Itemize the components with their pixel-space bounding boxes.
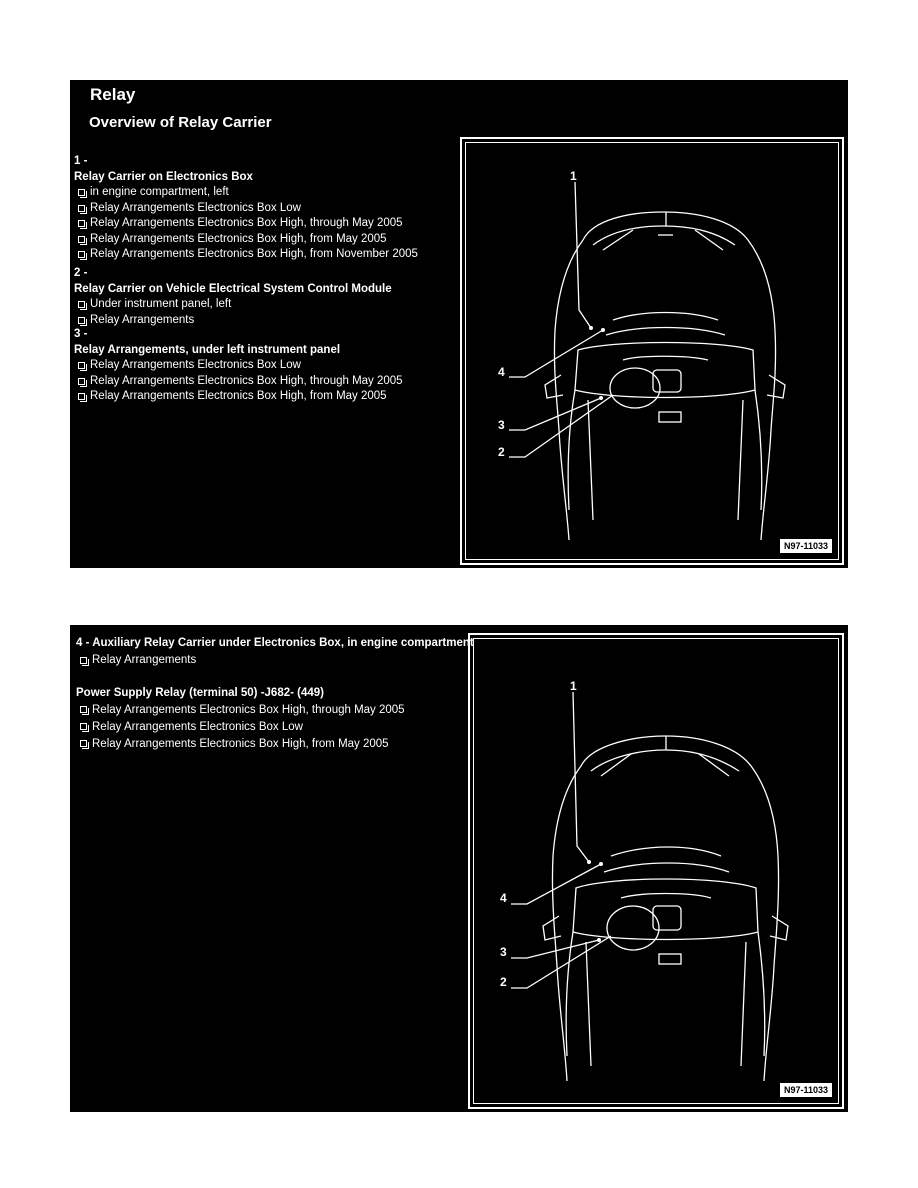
checkbox-icon: [80, 657, 87, 664]
callout-4: 4: [498, 365, 505, 379]
figure-id-label: N97-11033: [780, 1083, 832, 1097]
relay-location-figure: [460, 137, 844, 565]
checkbox-icon: [78, 362, 85, 369]
list-item[interactable]: Relay Arrangements: [76, 653, 474, 669]
list-item[interactable]: Relay Arrangements Electronics Box Low: [74, 201, 418, 217]
list-item[interactable]: Relay Arrangements Electronics Box Low: [74, 358, 403, 374]
callout-2: 2: [498, 445, 505, 459]
item-group-1: [74, 154, 418, 263]
list-item[interactable]: Relay Arrangements Electronics Box High, through May 2005: [74, 216, 418, 232]
item-group-2: [74, 266, 392, 328]
list-item[interactable]: Relay Arrangements: [74, 313, 392, 329]
car-top-view-drawing: [471, 636, 841, 1106]
section-title: Overview of Relay Carrier: [89, 114, 272, 131]
checkbox-icon: [78, 236, 85, 243]
list-item[interactable]: Relay Arrangements Electronics Box High, through May 2005: [76, 702, 405, 719]
auxiliary-relay-panel: [70, 625, 848, 1112]
callout-4: 4: [500, 891, 507, 905]
figure-id-label: N97-11033: [780, 539, 832, 553]
list-item[interactable]: Relay Arrangements Electronics Box Low: [76, 719, 405, 736]
list-item[interactable]: Under instrument panel, left: [74, 297, 392, 313]
list-item[interactable]: in engine compartment, left: [74, 185, 418, 201]
callout-1: 1: [570, 169, 577, 183]
item-group-4: [76, 635, 474, 669]
checkbox-icon: [80, 740, 87, 747]
group-2-number: 2 -: [74, 267, 88, 279]
item-group-3: [74, 327, 403, 405]
list-item[interactable]: Relay Arrangements Electronics Box High, through May 2005: [74, 374, 403, 390]
group-4-heading: 4 - Auxiliary Relay Carrier under Electronics Box, in engine compartment: [76, 637, 474, 649]
group-3-number: 3 -: [74, 328, 88, 340]
callout-1: 1: [570, 679, 577, 693]
checkbox-icon: [78, 317, 85, 324]
checkbox-icon: [78, 378, 85, 385]
group-3-heading: Relay Arrangements, under left instrument panel: [74, 343, 341, 356]
list-item[interactable]: Relay Arrangements Electronics Box High, from May 2005: [76, 736, 405, 753]
callout-3: 3: [498, 418, 505, 432]
checkbox-icon: [78, 301, 85, 308]
checkbox-icon: [78, 393, 85, 400]
power-supply-relay-heading: Power Supply Relay (terminal 50) -J682- (449): [76, 687, 324, 699]
list-item[interactable]: Relay Arrangements Electronics Box High, from May 2005: [74, 389, 403, 405]
relay-location-figure-2: [468, 633, 844, 1109]
checkbox-icon: [78, 220, 85, 227]
power-supply-relay-group: [76, 685, 405, 753]
checkbox-icon: [78, 205, 85, 212]
group-2-heading: Relay Carrier on Vehicle Electrical System Control Module: [74, 282, 392, 295]
group-1-heading: Relay Carrier on Electronics Box: [74, 170, 253, 183]
list-item[interactable]: Relay Arrangements Electronics Box High, from November 2005: [74, 247, 418, 263]
checkbox-icon: [78, 189, 85, 196]
checkbox-icon: [80, 706, 87, 713]
page-title: Relay: [90, 85, 136, 104]
callout-3: 3: [500, 945, 507, 959]
list-item[interactable]: Relay Arrangements Electronics Box High, from May 2005: [74, 232, 418, 248]
relay-overview-panel: [70, 80, 848, 568]
callout-2: 2: [500, 975, 507, 989]
car-top-view-drawing: [463, 140, 841, 562]
checkbox-icon: [78, 251, 85, 258]
checkbox-icon: [80, 723, 87, 730]
group-1-number: 1 -: [74, 155, 88, 167]
